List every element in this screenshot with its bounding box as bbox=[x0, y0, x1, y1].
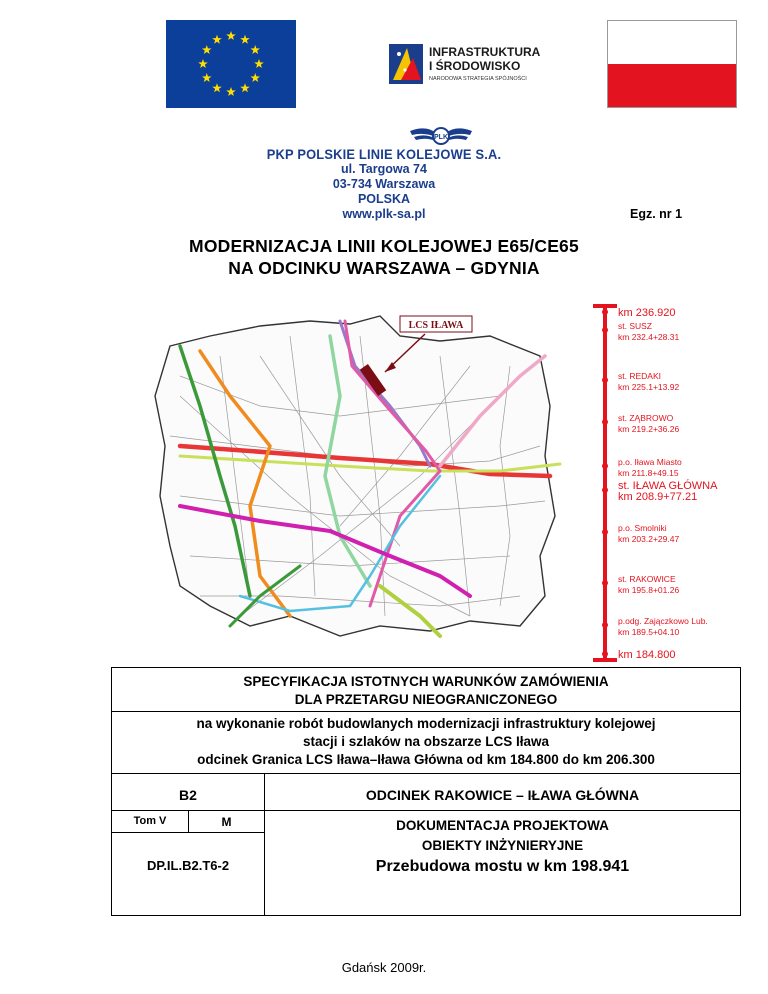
spec-scope-line3: odcinek Granica LCS Iława–Iława Główna od km 184.800 do km 206.300 bbox=[197, 752, 655, 767]
company-street: ul. Targowa 74 bbox=[341, 162, 427, 176]
eu-star-icon bbox=[251, 45, 261, 54]
document-subject: Przebudowa mostu w km 198.941 bbox=[375, 858, 630, 875]
spec-scope-line1: na wykonanie robót budowlanych modernizacji infrastruktury kolejowej bbox=[196, 716, 656, 731]
poiis-logo-line3: NARODOWA STRATEGIA SPÓJNOŚCI bbox=[429, 76, 527, 82]
railway-network-map bbox=[140, 296, 580, 666]
spec-title-line2: DLA PRZETARGU NIEOGRANICZONEGO bbox=[294, 692, 558, 707]
poiis-logo-line1: INFRASTRUKTURA bbox=[429, 45, 541, 59]
poiis-logo-line2: I ŚRODOWISKO bbox=[429, 59, 521, 73]
km-scale-label: p.o. Iława Miasto bbox=[618, 457, 682, 467]
km-scale-marker bbox=[602, 487, 608, 493]
eu-flag-icon bbox=[166, 20, 296, 108]
km-scale-value: km 203.2+29.47 bbox=[618, 534, 680, 544]
km-scale-marker bbox=[602, 580, 608, 586]
km-scale-marker bbox=[602, 622, 608, 628]
type-label: M bbox=[221, 815, 232, 829]
spec-title-line1: SPECYFIKACJA ISTOTNYCH WARUNKÓW ZAMÓWIENIA bbox=[243, 674, 609, 689]
company-website[interactable]: www.plk-sa.pl bbox=[342, 207, 426, 221]
km-scale-label: st. IŁAWA GŁÓWNA bbox=[618, 480, 718, 492]
km-scale-value: km 225.1+13.92 bbox=[618, 382, 680, 392]
eu-star-icon bbox=[198, 59, 208, 68]
eu-star-icon bbox=[240, 35, 250, 44]
project-title-line2: NA ODCINKU WARSZAWA – GDYNIA bbox=[228, 258, 540, 278]
svg-text:PLK: PLK bbox=[434, 134, 448, 141]
spec-scope-line2: stacji i szlaków na obszarze LCS Iława bbox=[302, 734, 550, 749]
km-scale-marker bbox=[602, 377, 608, 383]
km-scale-label: st. ZĄBROWO bbox=[618, 413, 674, 423]
eu-star-icon bbox=[254, 59, 264, 68]
eu-star-icon bbox=[251, 73, 261, 82]
km-scale-label: p.o. Smolniki bbox=[618, 523, 667, 533]
part-code: B2 bbox=[179, 787, 197, 803]
km-scale-diagram bbox=[590, 300, 750, 668]
km-scale-marker bbox=[602, 309, 608, 315]
infrastruktura-srodowisko-logo bbox=[385, 34, 565, 94]
specification-table bbox=[111, 667, 741, 916]
document-code: DP.IL.B2.T6-2 bbox=[146, 858, 230, 873]
place-and-date: Gdańsk 2009r. bbox=[341, 960, 427, 975]
company-country: POLSKA bbox=[357, 192, 411, 206]
km-scale-value: km 208.9+77.21 bbox=[618, 491, 698, 503]
copy-number: Egz. nr 1 bbox=[630, 207, 683, 221]
km-scale-marker bbox=[602, 651, 608, 657]
km-scale-label: km 236.920 bbox=[618, 307, 676, 319]
eu-star-icon bbox=[240, 83, 250, 92]
km-scale-value: km 189.5+04.10 bbox=[618, 627, 680, 637]
eu-star-icon bbox=[226, 87, 236, 96]
km-scale-label: p.odg. Zajączkowo Lub. bbox=[618, 616, 708, 626]
company-city: 03-734 Warszawa bbox=[332, 177, 436, 191]
eu-star-icon bbox=[212, 35, 222, 44]
volume-label: Tom V bbox=[133, 815, 167, 827]
km-scale-marker bbox=[602, 463, 608, 469]
km-scale-marker bbox=[602, 529, 608, 535]
km-scale-marker bbox=[602, 419, 608, 425]
km-scale-value: km 195.8+01.26 bbox=[618, 585, 680, 595]
eu-star-icon bbox=[202, 73, 212, 82]
km-scale-label: st. SUSZ bbox=[618, 321, 653, 331]
poland-flag-icon bbox=[607, 20, 737, 108]
km-scale-value: km 211.8+49.15 bbox=[618, 468, 679, 478]
eu-star-icon bbox=[212, 83, 222, 92]
km-scale-marker bbox=[602, 327, 608, 333]
company-name: PKP POLSKIE LINIE KOLEJOWE S.A. bbox=[266, 146, 502, 162]
km-scale-value: km 219.2+36.26 bbox=[618, 424, 680, 434]
lcs-ilawa-label: LCS IŁAWA bbox=[408, 320, 464, 331]
engineering-objects-title: OBIEKTY INŻYNIERYJNE bbox=[421, 838, 584, 853]
km-scale-label: st. REDAKI bbox=[618, 371, 661, 381]
km-scale-label: st. RAKOWICE bbox=[618, 574, 676, 584]
eu-star-icon bbox=[202, 45, 212, 54]
km-scale-label: km 184.800 bbox=[618, 649, 676, 661]
section-name: ODCINEK RAKOWICE – IŁAWA GŁÓWNA bbox=[365, 787, 640, 803]
documentation-title: DOKUMENTACJA PROJEKTOWA bbox=[396, 818, 609, 833]
eu-star-icon bbox=[226, 31, 236, 40]
km-scale-value: km 232.4+28.31 bbox=[618, 332, 680, 342]
project-title-line1: MODERNIZACJA LINII KOLEJOWEJ E65/CE65 bbox=[189, 236, 579, 256]
